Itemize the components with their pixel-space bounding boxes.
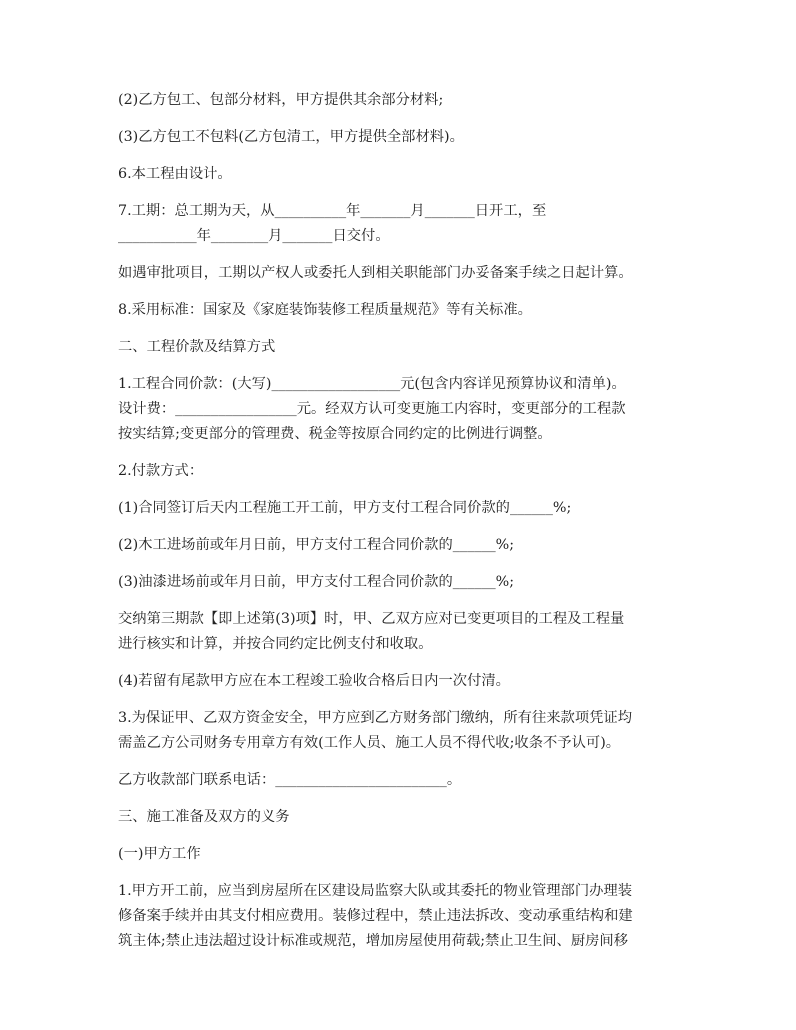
paragraph-payment-3: (3)油漆进场前或年月日前，甲方支付工程合同价款的______%; bbox=[118, 574, 515, 590]
document-page bbox=[118, 88, 688, 966]
paragraph-approval-note: 如遇审批项目，工期以产权人或委托人到相关职能部门办妥备案手续之日起计算。 bbox=[118, 265, 633, 281]
paragraph-contract-scope-3: (3)乙方包工不包料(乙方包清工，甲方提供全部材料)。 bbox=[118, 129, 464, 145]
paragraph-contact-phone: 乙方收款部门联系电话：________________________。 bbox=[118, 772, 462, 788]
paragraph-schedule: 7.工期：总工期为天，从__________年_______月_______日开工，至 ___________年________月_______日交付。 bbox=[118, 203, 547, 244]
paragraph-payment-1: (1)合同签订后天内工程施工开工前，甲方支付工程合同价款的______%; bbox=[118, 500, 572, 516]
paragraph-standards: 8.采用标准：国家及《家庭装饰装修工程质量规范》等有关标准。 bbox=[118, 302, 532, 318]
paragraph-fund-safety: 3.为保证甲、乙双方资金安全，甲方应到乙方财务部门缴纳，所有往来款项凭证均 需盖乙方公司财务专用章方有效(工作人员、施工人员不得代收;收条不予认可)。 bbox=[118, 710, 633, 751]
section-heading-preparation-duties: 三、施工准备及双方的义务 bbox=[118, 809, 290, 825]
paragraph-design: 6.本工程由设计。 bbox=[118, 166, 232, 182]
paragraph-payment-2: (2)木工进场前或年月日前，甲方支付工程合同价款的______%; bbox=[118, 537, 515, 553]
paragraph-third-installment: 交纳第三期款【即上述第(3)项】时，甲、乙双方应对已变更项目的工程及工程量 进行核实和计算，并按合同约定比例支付和收取。 bbox=[118, 611, 625, 652]
paragraph-party-a-duty-1: 1.甲方开工前，应当到房屋所在区建设局监察大队或其委托的物业管理部门办理装 修备案手续并由其支付相应费用。装修过程中，禁止违法拆改、变动承重结构和建 筑主体;禁止违法超过设计标准或规范，增加房屋使用荷载;禁止卫生间、厨房间移 bbox=[118, 883, 633, 949]
paragraph-payment-method: 2.付款方式： bbox=[118, 463, 204, 479]
paragraph-payment-4: (4)若留有尾款甲方应在本工程竣工验收合格后日内一次付清。 bbox=[118, 673, 510, 689]
paragraph-contract-scope-2: (2)乙方包工、包部分材料，甲方提供其余部分材料; bbox=[118, 92, 444, 108]
section-heading-price-settlement: 二、工程价款及结算方式 bbox=[118, 339, 276, 355]
paragraph-contract-price: 1.工程合同价款：(大写)__________________元(包含内容详见预算协议和清单)。 设计费：_________________元。经双方认可变更施工内容时，变更部分的工程款 按实结算;变更部分的管理费、税金等按原合同约定的比例进行调整。 bbox=[118, 376, 626, 442]
subsection-heading-party-a-work: (一)甲方工作 bbox=[118, 846, 201, 862]
